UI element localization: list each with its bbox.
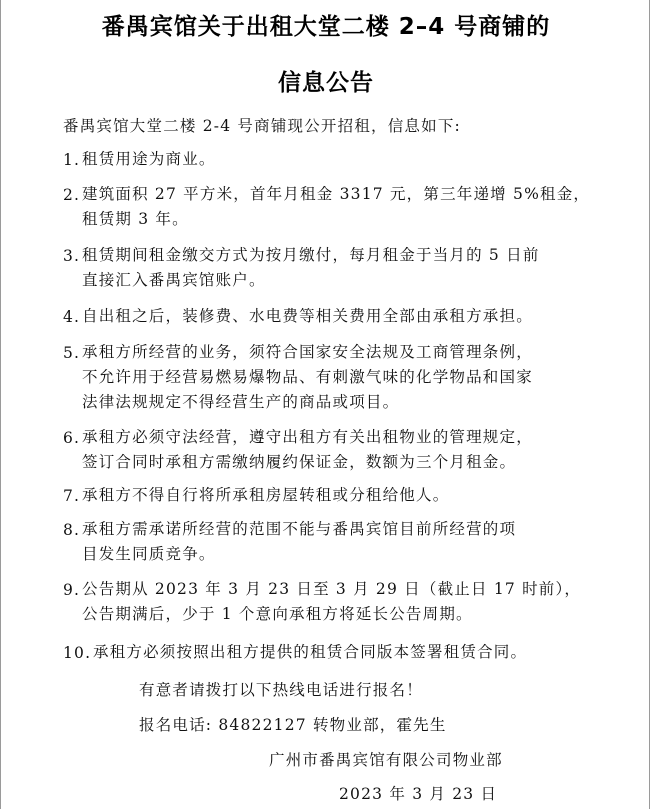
item-number: 7. (63, 487, 81, 505)
item-number: 4. (63, 308, 81, 326)
item-line: 签订合同时承租方需缴纳履约保证金，数额为三个月租金。 (82, 453, 517, 471)
item-line: 承租方不得自行将所承租房屋转租或分租给他人。 (82, 486, 450, 504)
list-item (82, 182, 590, 232)
signature-organization: 广州市番禺宾馆有限公司物业部 (269, 751, 503, 769)
item-number: 3. (63, 247, 81, 265)
item-line: 公告期从 2023 年 3 月 23 日至 3 月 29 日（截止日 17 时前）， (82, 580, 582, 598)
item-number: 9. (63, 581, 81, 599)
item-number: 8. (63, 521, 81, 539)
list-item (82, 517, 516, 567)
list-item (82, 147, 216, 172)
contact-invite: 有意者请拨打以下热线电话进行报名！ (139, 681, 423, 699)
item-number: 1. (63, 151, 81, 169)
item-line: 直接汇入番禺宾馆账户。 (82, 271, 266, 289)
item-number: 10. (63, 644, 92, 662)
list-item (82, 243, 540, 293)
item-number: 5. (63, 344, 81, 362)
notice-title-line-1: 番禺宾馆关于出租大堂二楼 2–4 号商铺的 (101, 14, 551, 40)
notice-title-line-2: 信息公告 (278, 70, 374, 96)
item-line: 承租方必须守法经营，遵守出租方有关出租物业的管理规定， (82, 428, 533, 446)
list-item (93, 640, 527, 665)
item-line: 租赁用途为商业。 (82, 150, 216, 168)
item-line: 承租方必须按照出租方提供的租赁合同版本签署租赁合同。 (93, 643, 528, 661)
intro-paragraph: 番禺宾馆大堂二楼 2-4 号商铺现公开招租，信息如下: (63, 117, 461, 135)
list-item (82, 577, 581, 627)
item-line: 租赁期间租金缴交方式为按月缴付，每月租金于当月的 5 日前 (82, 246, 540, 264)
list-item (82, 340, 533, 415)
list-item (82, 483, 449, 508)
item-line: 目发生同质竞争。 (82, 545, 216, 563)
signature-date: 2023 年 3 月 23 日 (339, 785, 498, 803)
item-number: 2. (63, 186, 81, 204)
item-line: 租赁期 3 年。 (82, 210, 189, 228)
item-line: 法律法规规定不得经营生产的商品或项目。 (82, 393, 400, 411)
list-item (82, 304, 533, 329)
item-line: 承租方需承诺所经营的范围不能与番禺宾馆目前所经营的项 (82, 520, 517, 538)
item-line: 公告期满后，少于 1 个意向承租方将延长公告周期。 (82, 605, 473, 623)
item-line: 不允许用于经营易燃易爆物品、有刺激气味的化学物品和国家 (82, 368, 533, 386)
contact-phone: 报名电话: 84822127 转物业部，霍先生 (139, 716, 447, 734)
item-line: 自出租之后，装修费、水电费等相关费用全部由承租方承担。 (82, 307, 533, 325)
item-line: 建筑面积 27 平方米，首年月租金 3317 元，第三年递增 5%租金， (82, 185, 591, 203)
list-item (82, 425, 533, 475)
item-line: 承租方所经营的业务，须符合国家安全法规及工商管理条例， (82, 343, 533, 361)
item-number: 6. (63, 429, 81, 447)
